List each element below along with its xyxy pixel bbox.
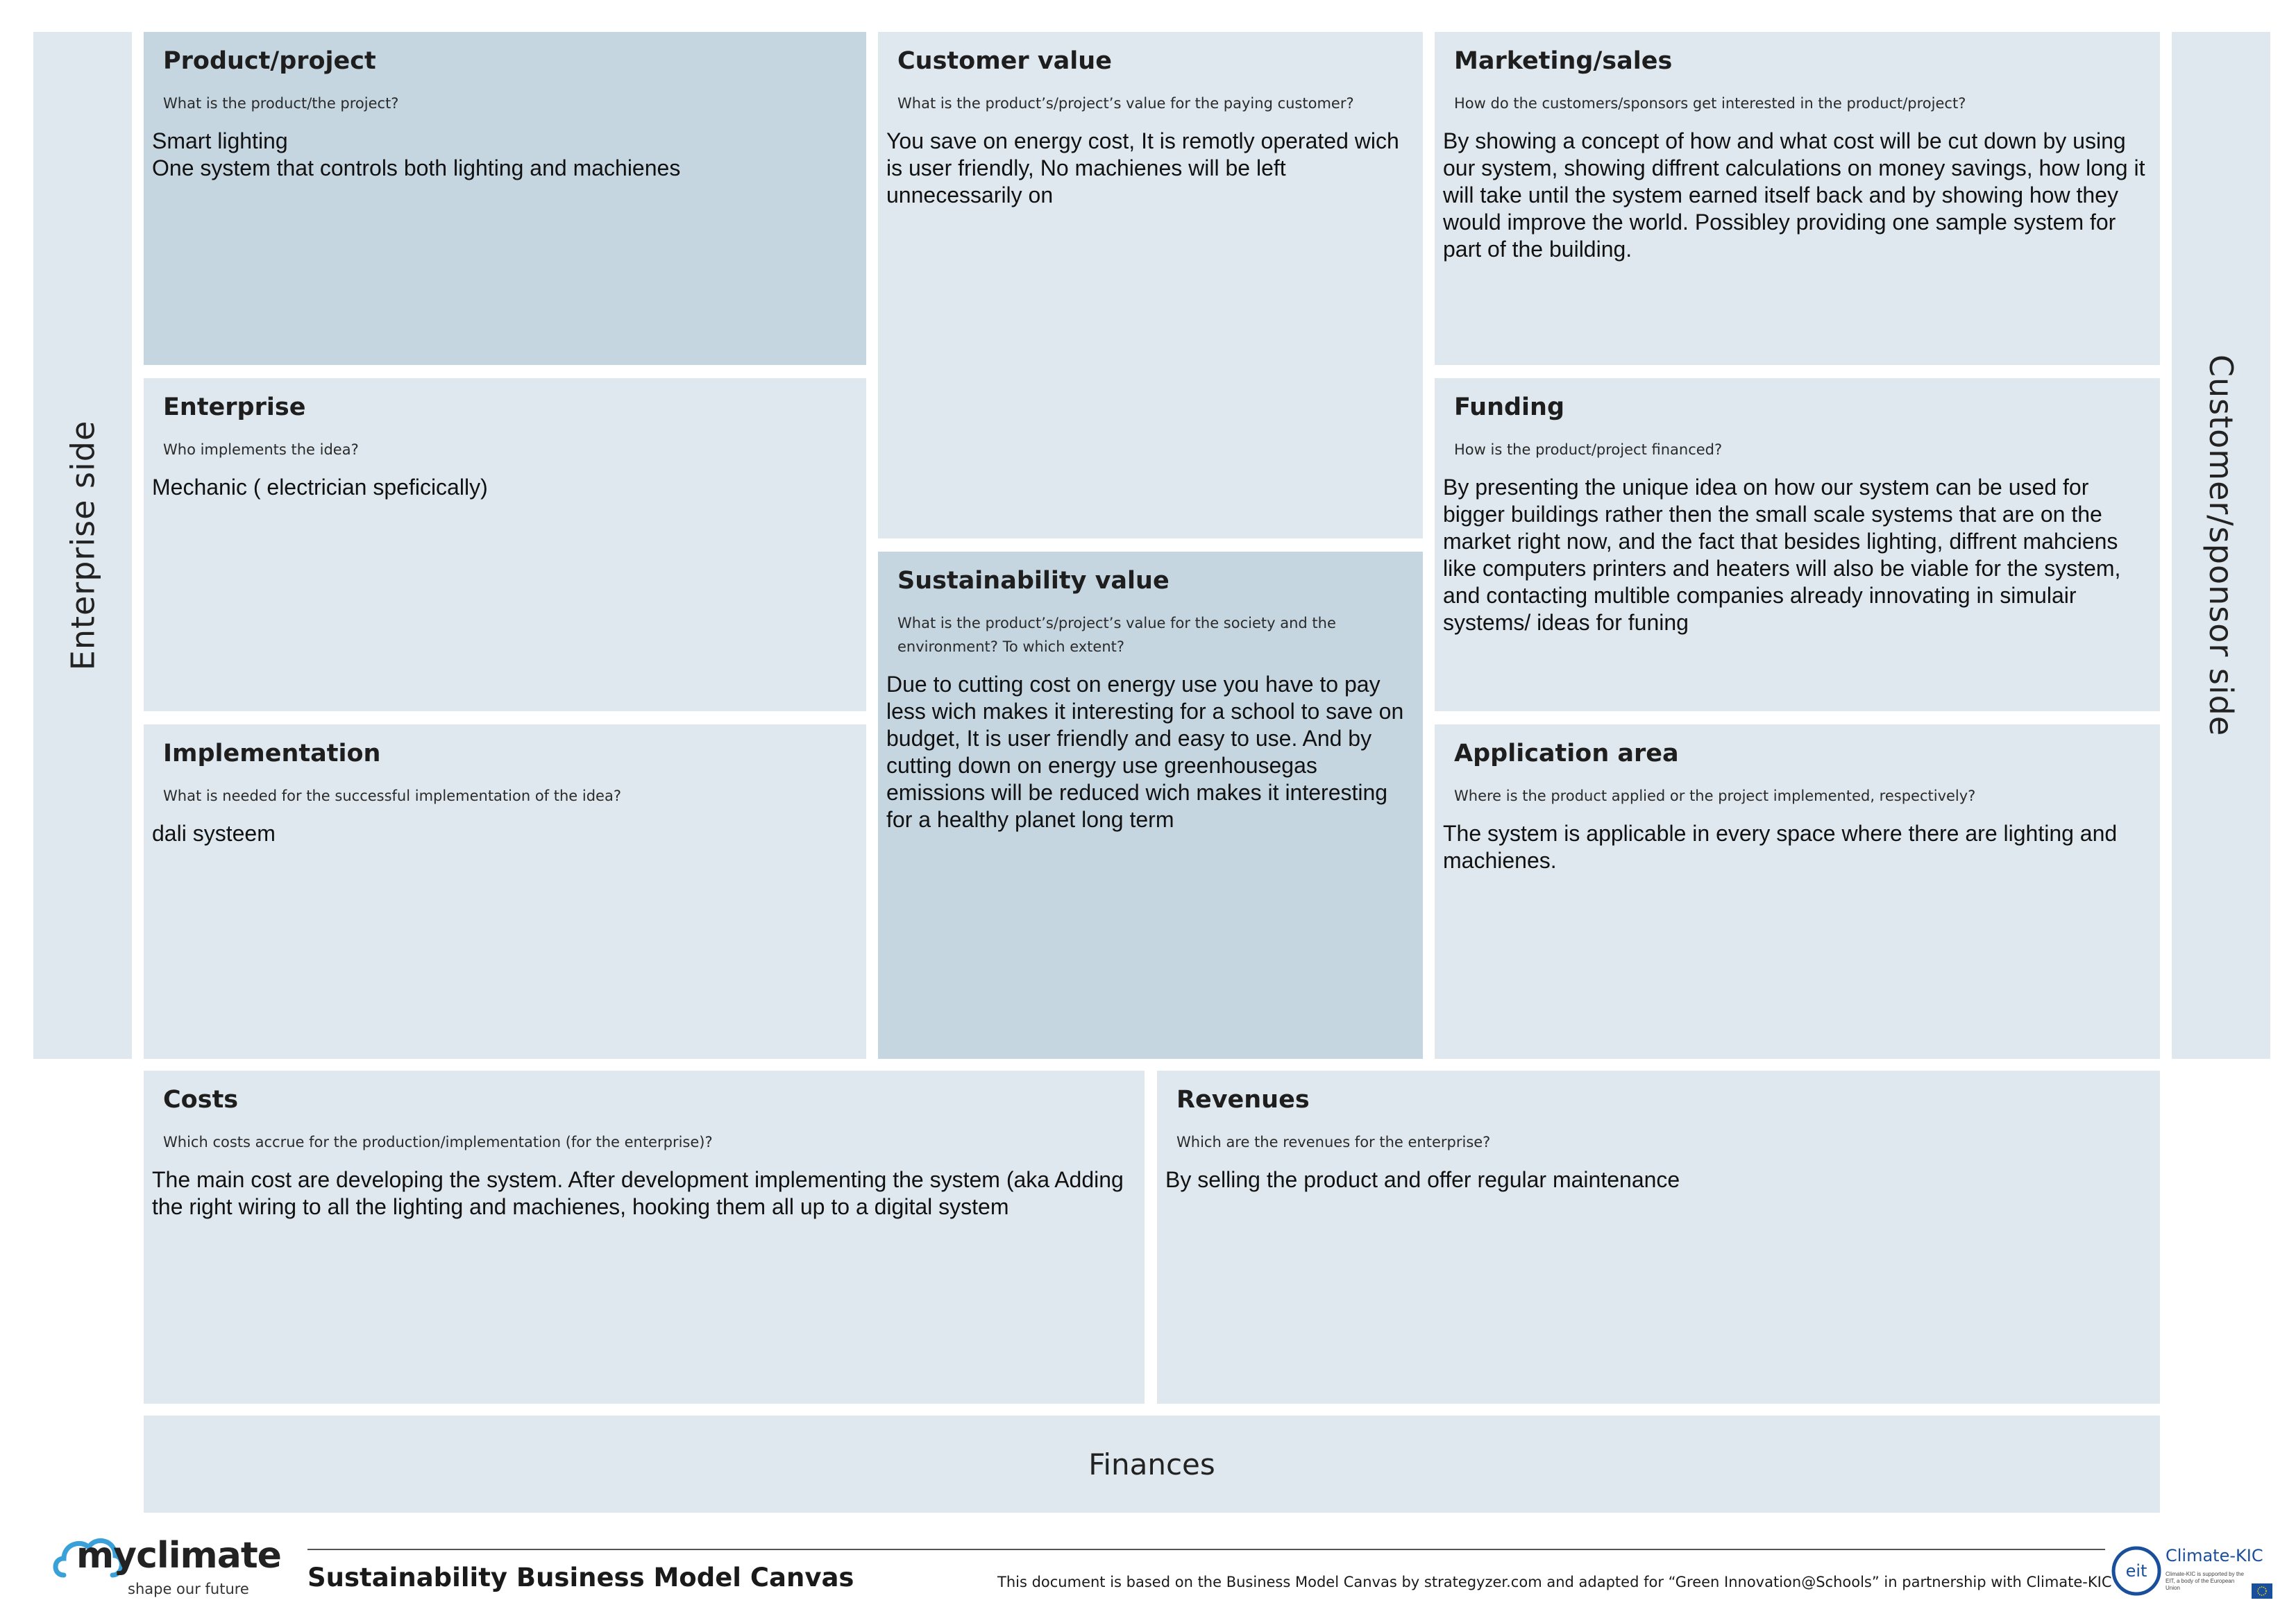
climate-kic-fineprint: Climate-KIC is supported by the EIT, a body of the European Union: [2166, 1571, 2244, 1591]
sustainability-value-answer[interactable]: Due to cutting cost on energy use you have to pay less wich makes it interesting for a school to save on budget, It is user friendly and easy to use. And by cutting down on energy use greenhousegas emissions will be reduced wich makes it interesting for a healthy planet long term: [886, 672, 1404, 832]
customer-side-label: Customer/sponsor side: [2202, 354, 2240, 737]
enterprise-question: Who implements the idea?: [163, 441, 359, 458]
enterprise-box[interactable]: [144, 378, 866, 711]
funding-title: Funding: [1454, 393, 1565, 421]
customer-value-box[interactable]: [878, 32, 1423, 538]
canvas-title: Sustainability Business Model Canvas: [307, 1563, 854, 1592]
product-project-title: Product/project: [163, 47, 376, 75]
product-project-box[interactable]: [144, 32, 866, 365]
implementation-box[interactable]: [144, 724, 866, 1059]
enterprise-title: Enterprise: [163, 393, 306, 421]
sustainability-value-box[interactable]: [878, 552, 1423, 1059]
eit-icon: [2110, 1545, 2163, 1597]
finances-label: Finances: [1088, 1447, 1215, 1481]
customer-value-answer[interactable]: You save on energy cost, It is remotly operated wich is user friendly, No machienes will be left unnecessarily on: [886, 128, 1399, 207]
customer-side-bar: [2172, 32, 2270, 1059]
enterprise-side-bar: [33, 32, 132, 1059]
enterprise-answer[interactable]: Mechanic ( electrician speficically): [152, 475, 488, 500]
sustainability-value-title: Sustainability value: [897, 567, 1170, 595]
funding-box[interactable]: [1435, 378, 2160, 711]
revenues-question: Which are the revenues for the enterprise?: [1176, 1134, 1491, 1150]
funding-answer[interactable]: By presenting the unique idea on how our system can be used for bigger buildings rather then the small scale systems that are on the market right now, and the fact that besides lighting, diffrent mahciens like computers printers and heaters will also be viable for the system, and contacting multible companies already innovating in simulair systems/ ideas for funing: [1443, 475, 2121, 635]
marketing-sales-title: Marketing/sales: [1454, 47, 1673, 75]
marketing-sales-answer[interactable]: By showing a concept of how and what cost will be cut down by using our system, showing diffrent calculations on money savings, how long it will take until the system earned itself back and by showing how they would improve the world. Possibley providing one sample system for part of the building.: [1443, 128, 2145, 262]
application-area-question: Where is the product applied or the project implemented, respectively?: [1454, 788, 1976, 804]
costs-answer[interactable]: The main cost are developing the system. After development implementing the system (aka Adding the right wiring to all the lighting and machienes, hooking them all up to a digital system: [152, 1167, 1124, 1219]
marketing-sales-box[interactable]: [1435, 32, 2160, 365]
climate-kic-wordmark: Climate-KIC: [2166, 1546, 2263, 1565]
costs-box[interactable]: [144, 1071, 1145, 1404]
application-area-box[interactable]: [1435, 724, 2160, 1059]
application-area-answer[interactable]: The system is applicable in every space where there are lighting and machienes.: [1443, 821, 2118, 873]
implementation-question: What is needed for the successful implementation of the idea?: [163, 788, 621, 804]
marketing-sales-question: How do the customers/sponsors get interested in the product/project?: [1454, 95, 1966, 112]
climate-kic-logo: [2110, 1540, 2277, 1610]
myclimate-wordmark: myclimate: [76, 1535, 281, 1577]
costs-title: Costs: [163, 1086, 239, 1114]
funding-question: How is the product/project financed?: [1454, 441, 1723, 458]
myclimate-tagline: shape our future: [128, 1581, 249, 1597]
product-project-answer[interactable]: Smart lighting One system that controls both lighting and machienes: [152, 128, 681, 180]
costs-question: Which costs accrue for the production/implementation (for the enterprise)?: [163, 1134, 713, 1150]
application-area-title: Application area: [1454, 740, 1679, 767]
myclimate-logo: [50, 1527, 281, 1603]
revenues-title: Revenues: [1176, 1086, 1310, 1114]
footer-divider: [307, 1549, 2105, 1550]
finances-bar: [144, 1416, 2160, 1513]
customer-value-question: What is the product’s/project’s value for the paying customer?: [897, 95, 1354, 112]
eit-mark: eit: [2125, 1561, 2147, 1581]
product-project-question: What is the product/the project?: [163, 95, 399, 112]
implementation-title: Implementation: [163, 740, 381, 767]
customer-value-title: Customer value: [897, 47, 1112, 75]
revenues-box[interactable]: [1157, 1071, 2160, 1404]
enterprise-side-label: Enterprise side: [64, 420, 101, 671]
sustainability-value-question: What is the product’s/project’s value for the society and the environment? To which extent?: [897, 615, 1336, 655]
eu-flag-icon: [2252, 1583, 2272, 1599]
attribution-note: This document is based on the Business Model Canvas by strategyzer.com and adapted for “Green Innovation@Schools” in partnership with Climate-KIC: [997, 1574, 2112, 1590]
revenues-answer[interactable]: By selling the product and offer regular maintenance: [1165, 1167, 1680, 1192]
implementation-answer[interactable]: dali systeem: [152, 821, 276, 846]
